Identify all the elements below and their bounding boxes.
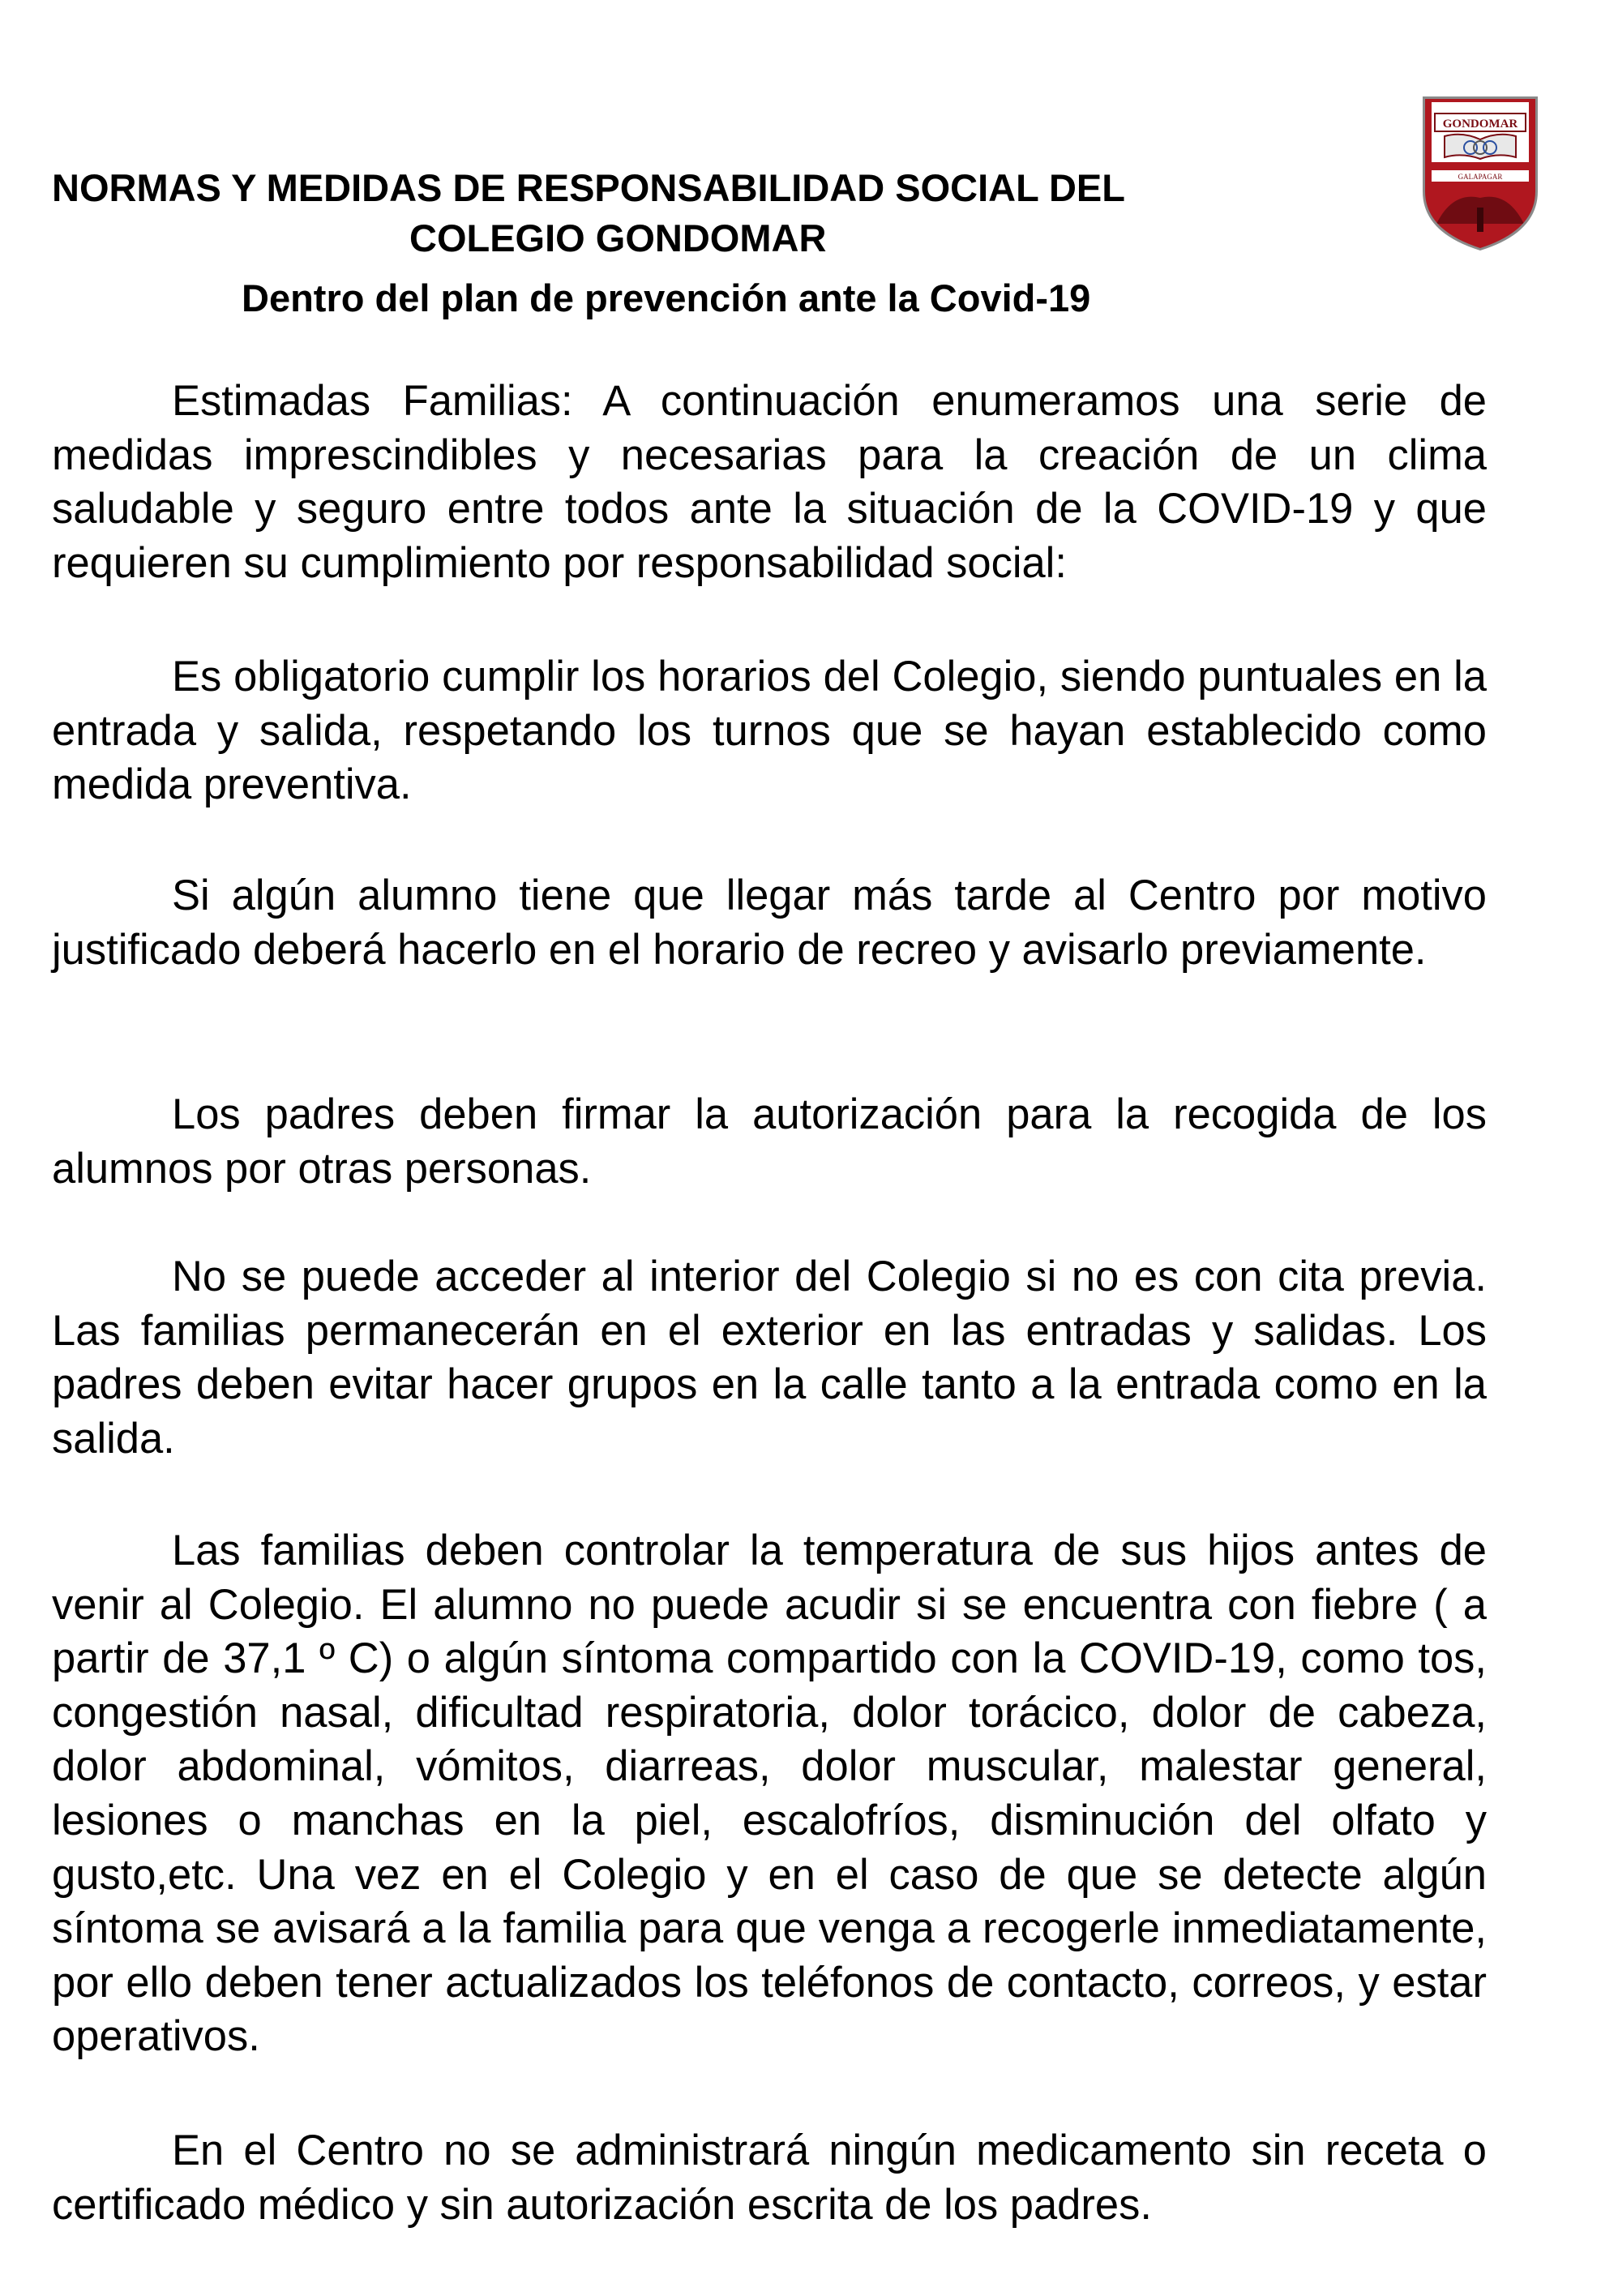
paragraph-medication: En el Centro no se administrará ningún medicamento sin receta o certificado médico y sin autorización escrita de los padres. [52,2127,1487,2229]
document-title-line-2: COLEGIO GONDOMAR [409,216,827,259]
paragraph-pickup-authorization: Los padres deben firmar la autorización para la recogida de los alumnos por otras personas. [52,1090,1487,1193]
document-subtitle: Dentro del plan de prevención ante la Covid-19 [242,276,1091,319]
crest-top-text: COLEGIO [1462,104,1498,113]
paragraph-temperature-symptoms: Las familias deben controlar la temperatura de sus hijos antes de venir al Colegio. El alumno no puede acudir si se encuentra con fiebre ( a partir de 37,1 º C) o algún síntoma compartido con la COVID-19, como tos, congestión nasal, dificultad respiratoria, dolor torácico, dolor de cabeza, dolor abdominal, vómitos, diarreas, dolor muscular, malestar general, lesiones o manchas en la piel, escalofríos, disminución del olfato y gusto,etc. Una vez en el Colegio y en el caso de que se detecte algún síntoma se avisará a la familia para que venga a recogerle inmediatamente, por ello deben tener actualizados los teléfonos de contacto, correos, y estar operativos. [52,1527,1487,2061]
paragraph-late-arrival: Si algún alumno tiene que llegar más tarde al Centro por motivo justificado deberá hacerlo en el horario de recreo y avisarlo previamente. [52,872,1487,974]
paragraph-schedules: Es obligatorio cumplir los horarios del Colegio, siendo puntuales en la entrada y salida, respetando los turnos que se hayan establecido como medida preventiva. [52,653,1487,809]
paragraph-school-access: No se puede acceder al interior del Colegio si no es con cita previa. Las familias permanecerán en el exterior en las entradas y salidas. Los padres deben evitar hacer grupos en la calle tanto a la entrada como en la salida. [52,1253,1487,1463]
document-title-line-1: NORMAS Y MEDIDAS DE RESPONSABILIDAD SOCIAL DEL [52,166,1125,209]
school-crest-logo [1420,94,1540,251]
crest-name-text: GONDOMAR [1442,118,1518,131]
paragraph-introduction: Estimadas Familias: A continuación enumeramos una serie de medidas imprescindibles y necesarias para la creación de un clima saludable y seguro entre todos ante la situación de la COVID-19 y que requieren su cumplimiento por responsabilidad social: [52,377,1487,587]
crest-bottom-text: GALAPAGAR [1458,173,1503,181]
